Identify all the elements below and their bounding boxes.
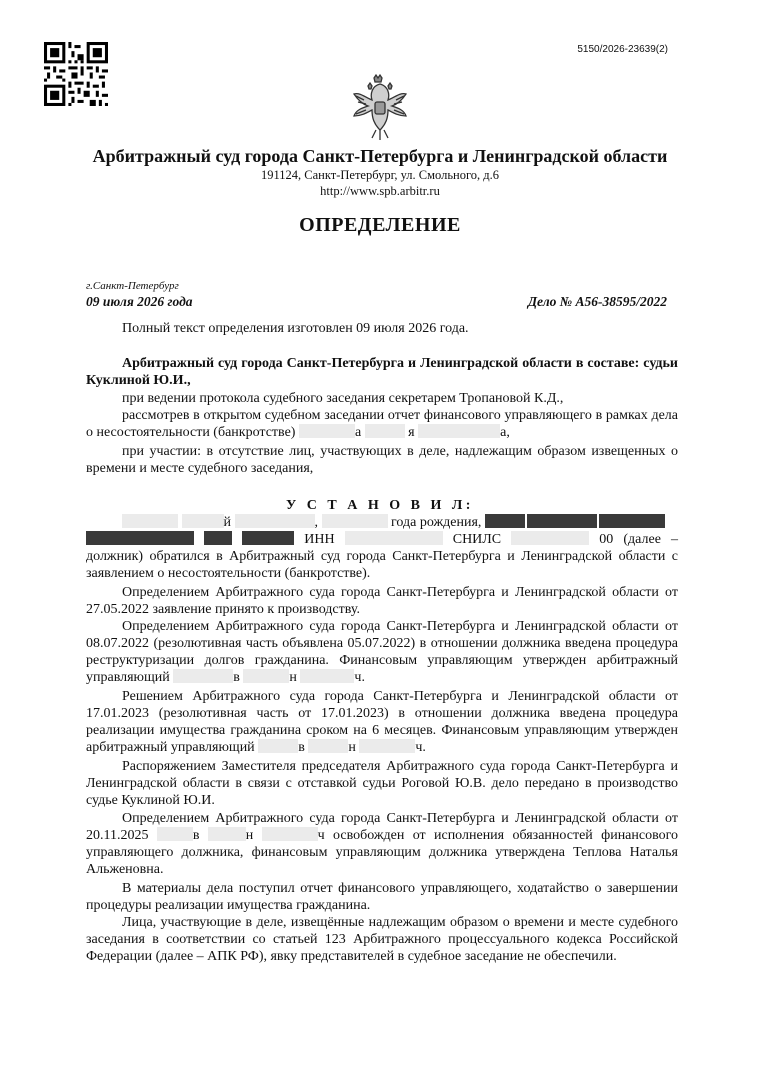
paragraph-full-text: Полный текст определения изготовлен 09 июля 2026 года. bbox=[122, 321, 469, 336]
paragraph-6 bbox=[86, 810, 678, 878]
document-title: ОПРЕДЕЛЕНИЕ bbox=[299, 214, 461, 236]
review-text-d: а, bbox=[500, 425, 510, 440]
p3-text-c: н bbox=[289, 670, 297, 685]
p6-text-a: Определением Арбитражного суда города Санкт-Петербурга и Ленинградской области от 20.11.2025 bbox=[86, 811, 678, 843]
p1-text-c: года рождения, bbox=[391, 515, 482, 530]
redacted-block bbox=[258, 739, 298, 753]
redacted-block bbox=[122, 514, 178, 528]
redacted-block bbox=[86, 531, 194, 545]
paragraph-7: В материалы дела поступил отчет финансового управляющего, ходатайство о завершении процедуры реализации имущества гражданина. bbox=[86, 881, 678, 913]
redacted-block bbox=[262, 827, 318, 841]
review-text: рассмотрев в открытом судебном заседании отчет финансового управляющего в рамках дела о несостоятельности (банкротстве) bbox=[86, 408, 678, 440]
p6-text-b: в bbox=[192, 828, 200, 843]
redacted-block bbox=[365, 424, 405, 438]
paragraph-4 bbox=[86, 688, 678, 756]
document-date: 09 июля 2026 года bbox=[86, 294, 193, 309]
document-city: г.Санкт-Петербург bbox=[86, 280, 179, 292]
section-heading: У С Т А Н О В И Л: bbox=[286, 498, 474, 513]
p4-text-c: н bbox=[348, 740, 356, 755]
court-name: Арбитражный суд города Санкт-Петербурга и Ленинградской области bbox=[92, 146, 668, 166]
paragraph-1 bbox=[86, 514, 678, 582]
paragraph-participation: при участии: в отсутствие лиц, участвующих в деле, надлежащим образом извещенных о времени и месте судебного заседания, bbox=[86, 444, 678, 476]
redacted-block bbox=[485, 514, 525, 528]
redacted-block bbox=[418, 424, 500, 438]
case-number: Дело № А56-38595/2022 bbox=[527, 294, 667, 309]
court-website: http://www.spb.arbitr.ru bbox=[320, 184, 440, 198]
redacted-block bbox=[345, 531, 443, 545]
p1-text-a: й bbox=[223, 515, 231, 530]
redacted-block bbox=[322, 514, 388, 528]
review-text-b: а bbox=[354, 425, 362, 440]
document-number: 5150/2026-23639(2) bbox=[577, 44, 668, 55]
p1-text-e: СНИЛС bbox=[452, 532, 502, 547]
p1-text-d: ИНН bbox=[304, 532, 335, 547]
redacted-block bbox=[599, 514, 665, 528]
redacted-block bbox=[243, 669, 289, 683]
p1-text-f: 00 (далее – должник) обратился в Арбитражный суд города Санкт-Петербурга и Ленинградской области с заявлением о несостоятельности (банкротстве). bbox=[86, 532, 678, 581]
review-text-c: я bbox=[408, 425, 415, 440]
paragraph-review bbox=[86, 407, 678, 441]
paragraph-3 bbox=[86, 618, 678, 686]
redacted-block bbox=[242, 531, 294, 545]
p6-text-c: н bbox=[245, 828, 254, 843]
coat-of-arms-icon bbox=[348, 72, 412, 144]
redacted-block bbox=[527, 514, 597, 528]
redacted-block bbox=[173, 669, 233, 683]
redacted-block bbox=[204, 531, 232, 545]
redacted-block bbox=[359, 739, 415, 753]
redacted-block bbox=[235, 514, 315, 528]
redacted-block bbox=[182, 514, 224, 528]
redacted-block bbox=[157, 827, 193, 841]
court-address: 191124, Санкт-Петербург, ул. Смольного, д.6 bbox=[260, 168, 500, 182]
p3-text-d: ч. bbox=[354, 670, 365, 685]
p3-text-a: Определением Арбитражного суда города Санкт-Петербурга и Ленинградской области от 08.07.2022 (резолютивная часть объявлена 05.07.2022) в отношении должника введена процедура реструктуризации долгов гражданина. Финансовым управляющим утвержден арбитражный управляющий bbox=[86, 619, 678, 685]
paragraph-8: Лица, участвующие в деле, извещённые надлежащим образом о времени и месте судебного заседания в соответствии со статьей 123 Арбитражного процессуального кодекса Российской Федерации (далее – АПК РФ), явку представителей в судебное заседание не обеспечили. bbox=[86, 915, 678, 964]
redacted-block bbox=[511, 531, 589, 545]
p6-text-d: ч освобожден от исполнения обязанностей финансового управляющего должника, финансовым управляющим должника утверждена Теплова Наталья Альженовна. bbox=[86, 828, 679, 877]
p4-text-d: ч. bbox=[415, 740, 426, 755]
paragraph-5: Распоряжением Заместителя председателя Арбитражного суда города Санкт-Петербурга и Ленинградской области в связи с отставкой судьи Роговой Ю.В. дело передано в производство судье Куклиной Ю.И. bbox=[86, 759, 678, 808]
redacted-block bbox=[300, 669, 354, 683]
paragraph-2: Определением Арбитражного суда города Санкт-Петербурга и Ленинградской области от 27.05.2022 заявление принято к производству. bbox=[86, 585, 678, 617]
paragraph-protocol: при ведении протокола судебного заседания секретарем Тропановой К.Д., bbox=[122, 391, 564, 406]
redacted-block bbox=[308, 739, 348, 753]
paragraph-composition: Арбитражный суд города Санкт-Петербурга и Ленинградской области в составе: судьи Куклиной Ю.И., bbox=[86, 356, 678, 388]
p1-text-b: , bbox=[314, 515, 318, 530]
p3-text-b: в bbox=[233, 670, 240, 685]
redacted-block bbox=[208, 827, 246, 841]
p4-text-a: Решением Арбитражного суда города Санкт-Петербурга и Ленинградской области от 17.01.2023 (резолютивная часть от 17.01.2023) в отношении должника введена процедура реализации имущества гражданина сроком на 6 месяцев. Финансовым управляющим утвержден арбитражный управляющий bbox=[86, 689, 678, 755]
redacted-block bbox=[299, 424, 355, 438]
p4-text-b: в bbox=[298, 740, 305, 755]
qr-code-icon bbox=[44, 42, 108, 106]
